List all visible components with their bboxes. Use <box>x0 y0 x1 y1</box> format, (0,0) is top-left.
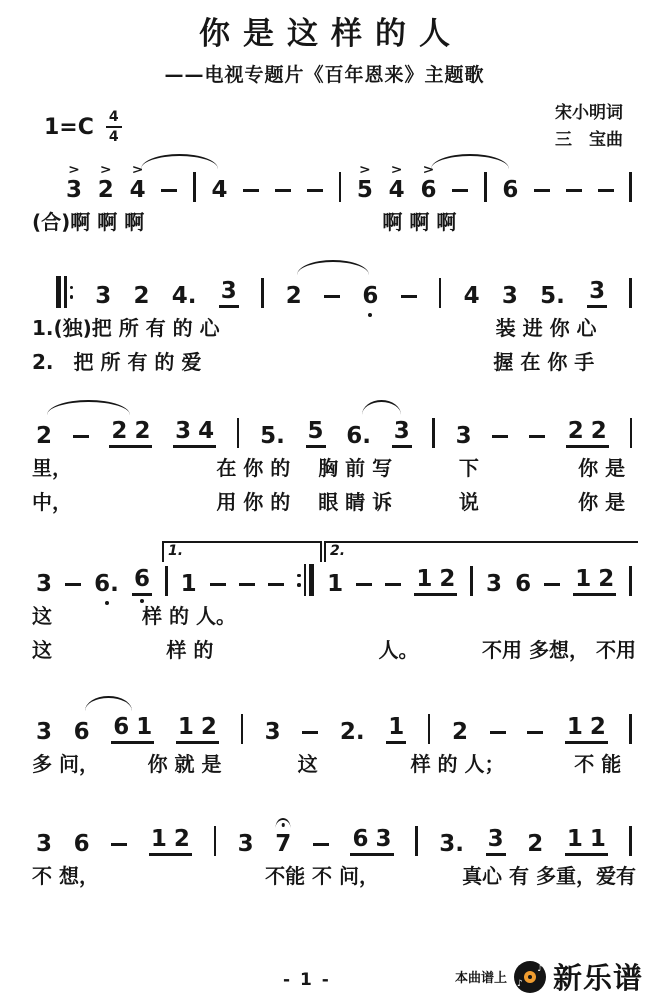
duration-dash <box>527 731 543 735</box>
duration-dash <box>566 189 582 193</box>
note: 3 <box>175 418 192 444</box>
time-signature-bottom: 4 <box>108 129 119 145</box>
note: 1 <box>416 566 433 592</box>
note: 3 <box>375 826 392 852</box>
lyric-segment: 人。 <box>378 638 419 662</box>
volta-label: 2. <box>330 543 346 559</box>
barline <box>428 714 431 744</box>
lyric-segment: 样 的 人。 <box>142 604 236 628</box>
lyric-segment: 装 进 你 心 <box>495 316 597 340</box>
note: 1 <box>180 571 197 597</box>
note: 4 <box>198 418 215 444</box>
note: 2. <box>339 719 365 745</box>
note: 3 <box>264 719 281 745</box>
note: 1 <box>575 566 592 592</box>
duration-dash <box>243 189 259 193</box>
note: 6 <box>515 571 532 597</box>
lyrics-row-1 <box>32 316 636 342</box>
lyrics-row-2 <box>32 638 636 664</box>
beamed-note-group <box>350 828 393 856</box>
low-octave-dot <box>105 601 109 605</box>
beamed-note-group <box>573 568 616 596</box>
note: 6 <box>502 177 519 203</box>
attribution-text: 本曲谱上 <box>454 971 507 986</box>
lyric-segment: 不用 多想， 不用 <box>482 638 636 662</box>
duration-dash <box>324 295 340 299</box>
note: 6 > <box>420 162 437 203</box>
barline <box>629 278 632 308</box>
note: 3 <box>220 278 237 304</box>
duration-dash <box>490 731 506 735</box>
duration-dash <box>534 189 550 193</box>
beamed-note-group <box>173 420 216 448</box>
note: 6. <box>94 573 119 596</box>
tie-arc <box>47 400 130 415</box>
tie-arc <box>141 154 218 169</box>
note: 2 <box>134 418 151 444</box>
lyric-segment: 1.(独)把 所 有 的 心 <box>32 316 220 340</box>
lyrics-row-1 <box>32 864 636 890</box>
barline <box>165 566 168 596</box>
system-4 <box>32 540 636 664</box>
accent-mark: > <box>68 162 80 178</box>
duration-dash <box>239 583 255 587</box>
note: 2 <box>527 831 544 857</box>
note: 5. <box>540 283 565 309</box>
note: 2 <box>36 423 53 449</box>
notes-row <box>32 543 636 597</box>
note: 2 <box>589 714 606 740</box>
system-2 <box>32 252 636 376</box>
barline <box>193 172 196 202</box>
lyrics-row-1 <box>32 752 636 778</box>
lyric-segment: 用 你 的 <box>216 490 291 514</box>
beamed-note-group <box>111 716 154 744</box>
beamed-note-group <box>566 420 609 448</box>
notes-row <box>32 710 636 744</box>
note: 7 <box>275 833 291 856</box>
duration-dash <box>302 731 318 735</box>
barline <box>241 714 244 744</box>
beamed-note-group <box>176 716 219 744</box>
barline <box>339 172 342 202</box>
barline <box>629 826 632 856</box>
lyric-segment: 这 <box>32 604 52 628</box>
note: 1 <box>136 714 153 740</box>
barline <box>439 278 442 308</box>
lyric-segment: 不 想， <box>32 864 99 888</box>
duration-dash <box>385 583 401 587</box>
note: 2 <box>590 418 607 444</box>
music-note-icon: ♪ <box>516 978 523 989</box>
barline <box>214 826 217 856</box>
note: 4 > <box>388 162 405 203</box>
note: 5 <box>307 418 324 444</box>
note: 2 <box>200 714 217 740</box>
note: 2 <box>173 826 190 852</box>
barline <box>415 826 418 856</box>
note: 4 <box>463 283 480 309</box>
lyric-segment: 中， <box>32 490 72 514</box>
note: 3 <box>486 571 503 597</box>
lyrics-row-1 <box>32 210 636 236</box>
lyrics-row-2 <box>32 490 636 516</box>
beamed-note-group <box>565 828 608 856</box>
accent-mark: > <box>131 162 144 178</box>
note: 6 <box>73 831 90 857</box>
duration-dash <box>268 583 284 587</box>
lyrics-row-1 <box>32 456 636 482</box>
beamed-note-group <box>306 420 326 448</box>
note: 3 <box>393 418 410 444</box>
note: 1 <box>327 571 344 597</box>
note: 2 <box>598 566 615 592</box>
note: 1 <box>589 826 606 852</box>
note: 6 <box>134 568 150 591</box>
lyric-segment: 样 的 人； <box>410 752 505 776</box>
note: 6. <box>346 423 372 449</box>
system-3 <box>32 392 636 516</box>
duration-dash <box>313 843 329 847</box>
note: 1 <box>388 714 405 740</box>
system-6 <box>32 800 636 890</box>
note: 3 <box>36 571 53 597</box>
note: 1 <box>566 826 583 852</box>
barline <box>237 418 240 448</box>
duration-dash <box>111 843 127 847</box>
note: 4 > <box>129 162 146 203</box>
note: 2 <box>133 283 150 309</box>
beamed-note-group <box>587 280 607 308</box>
note: 1 <box>150 826 167 852</box>
note: 3 <box>95 283 112 309</box>
note: 6 <box>362 285 378 308</box>
accent-mark: > <box>390 162 403 178</box>
note: 5. <box>260 423 285 449</box>
note: 2 <box>567 418 584 444</box>
lyric-segment: 2. 把 所 有 的 爱 <box>32 350 202 374</box>
accent-mark: > <box>359 162 371 178</box>
barline <box>630 418 633 448</box>
lyric-segment: 握 在 你 手 <box>493 350 595 374</box>
tie-arc <box>431 154 509 169</box>
note: 4 <box>211 177 228 203</box>
duration-dash <box>529 435 545 439</box>
beamed-note-group <box>486 828 506 856</box>
lyrics-row-1 <box>32 604 636 630</box>
note: 4. <box>171 283 197 309</box>
repeat-start-sign <box>56 276 73 308</box>
note: 2 <box>285 283 302 309</box>
lyricist-credit: 宋小明词 <box>555 103 623 123</box>
note: 3 <box>237 831 254 857</box>
note: 2 > <box>97 162 114 203</box>
note: 1 <box>566 714 583 740</box>
duration-dash <box>544 583 560 587</box>
note: 1 <box>177 714 194 740</box>
accent-mark: > <box>99 162 112 178</box>
note: 3 <box>36 719 53 745</box>
low-octave-dot <box>368 313 372 317</box>
beamed-note-group <box>414 568 457 596</box>
barline <box>432 418 435 448</box>
system-5 <box>32 688 636 778</box>
duration-dash <box>492 435 508 439</box>
page-number: - 1 - <box>283 970 331 990</box>
duration-dash <box>275 189 291 193</box>
beamed-note-group <box>109 420 152 448</box>
lyric-segment: (合)啊 啊 啊 <box>32 210 145 234</box>
volta-label: 1. <box>168 543 184 559</box>
lyric-segment: 不 能 <box>574 752 622 776</box>
lyric-segment: 眼 睛 诉 <box>318 490 393 514</box>
tie-arc <box>85 696 132 711</box>
lyric-segment: 你 就 是 <box>147 752 222 776</box>
note: 3 <box>501 283 518 309</box>
barline <box>629 566 632 596</box>
note: 3 > <box>66 162 83 203</box>
note: 6 <box>352 826 369 852</box>
note: 3 <box>455 423 472 449</box>
duration-dash <box>210 583 226 587</box>
duration-dash <box>65 583 81 587</box>
lyric-segment: 你 是 <box>578 490 626 514</box>
lyric-segment: 胸 前 写 <box>318 456 393 480</box>
lyric-segment: 样 的 <box>166 638 214 662</box>
note: 2 <box>111 418 128 444</box>
song-title: 你是这样的人 <box>199 16 463 52</box>
lyric-segment: 不能 不 问， <box>265 864 380 888</box>
beamed-note-group <box>386 716 406 744</box>
lyric-segment: 里， <box>32 456 72 480</box>
composer-credit: 三 宝曲 <box>555 130 623 151</box>
note: 2 <box>451 719 468 745</box>
barline <box>261 278 264 308</box>
beamed-note-group <box>149 828 192 856</box>
note: 5 > <box>356 162 373 203</box>
lyric-segment: 你 是 <box>578 456 626 480</box>
barline <box>484 172 487 202</box>
beamed-note-group <box>392 420 412 448</box>
duration-dash <box>73 435 89 439</box>
barline <box>470 566 473 596</box>
logo-text: 新乐谱 <box>552 961 643 995</box>
song-subtitle: ——电视专题片《百年恩来》主题歌 <box>164 64 485 86</box>
beamed-note-group <box>132 568 152 596</box>
note: 6 <box>73 719 90 745</box>
fermata-icon <box>276 818 291 828</box>
lyric-segment: 这 <box>297 752 318 776</box>
duration-dash <box>401 295 417 299</box>
volta-bracket-2 <box>324 541 638 562</box>
note: 6 <box>113 714 130 740</box>
repeat-end-sign <box>297 564 314 596</box>
time-signature-top: 4 <box>106 110 122 128</box>
key-label: 1=C <box>44 114 94 140</box>
notes-row <box>32 162 636 203</box>
time-signature <box>106 110 122 144</box>
barline <box>629 714 632 744</box>
vinyl-record-icon <box>514 961 546 993</box>
lyric-segment: 说 <box>458 490 479 514</box>
accent-mark: > <box>422 162 435 178</box>
notes-row <box>32 822 636 856</box>
key-signature <box>44 110 122 144</box>
note: 3. <box>439 831 464 857</box>
duration-dash <box>307 189 323 193</box>
beamed-note-group <box>219 280 239 308</box>
note: 3 <box>36 831 53 857</box>
beamed-note-group <box>565 716 608 744</box>
lyric-segment: 下 <box>458 456 479 480</box>
volta-bracket-1 <box>162 541 322 562</box>
duration-dash <box>356 583 372 587</box>
tie-arc <box>297 260 369 275</box>
tie-arc <box>362 400 402 415</box>
music-note-icon: ♪ <box>537 963 543 974</box>
lyric-segment: 多 问， <box>32 752 99 776</box>
system-1 <box>32 146 636 236</box>
note: 3 <box>589 278 606 304</box>
note: 2 <box>439 566 456 592</box>
note: 3 <box>487 826 504 852</box>
duration-dash <box>452 189 468 193</box>
notes-row <box>32 414 636 448</box>
lyrics-row-2 <box>32 350 636 376</box>
duration-dash <box>161 189 177 193</box>
lyric-segment: 在 你 的 <box>216 456 291 480</box>
publisher-brand <box>455 956 643 997</box>
notes-row <box>32 274 636 308</box>
low-octave-dot <box>140 599 144 603</box>
lyric-segment: 这 <box>32 638 52 662</box>
lyric-segment: 啊 啊 啊 <box>382 210 457 234</box>
lyric-segment: 真心 有 多重，爱有 <box>462 864 636 888</box>
barline <box>629 172 632 202</box>
duration-dash <box>598 189 614 193</box>
